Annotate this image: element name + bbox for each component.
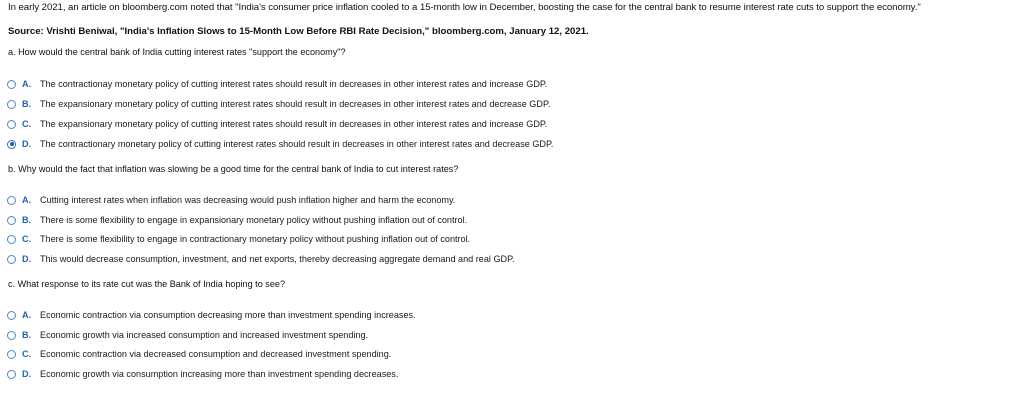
question-b-option-b[interactable]: [7, 213, 467, 227]
option-letter: C.: [22, 234, 32, 244]
option-text: The expansionary monetary policy of cutting interest rates should result in decreases in other interest rates and increase GDP.: [40, 119, 548, 129]
radio-button[interactable]: [7, 100, 16, 109]
option-letter: B.: [22, 99, 32, 109]
option-letter: A.: [22, 310, 32, 320]
option-text: Economic contraction via consumption decreasing more than investment spending increases.: [40, 310, 416, 320]
question-a-label: a. How would the central bank of India cutting interest rates "support the economy"?: [8, 47, 346, 57]
radio-button[interactable]: [7, 350, 16, 359]
radio-button[interactable]: [7, 120, 16, 129]
radio-button-selected[interactable]: [7, 140, 16, 149]
option-letter: D.: [22, 369, 32, 379]
option-text: Economic growth via consumption increasing more than investment spending decreases.: [40, 369, 399, 379]
question-a-option-c[interactable]: [7, 117, 547, 131]
question-b-option-d[interactable]: [7, 252, 515, 266]
question-a-option-d[interactable]: [7, 137, 553, 151]
question-c-option-b[interactable]: [7, 328, 368, 342]
radio-button[interactable]: [7, 370, 16, 379]
option-letter: B.: [22, 330, 32, 340]
source-citation: Source: Vrishti Beniwal, "India's Inflation Slows to 15-Month Low Before RBI Rate Decision," bloomberg.com, January 12, 2021.: [8, 26, 589, 37]
radio-button[interactable]: [7, 255, 16, 264]
question-a-option-a[interactable]: [7, 77, 547, 91]
option-text: There is some flexibility to engage in expansionary monetary policy without pushing inflation out of control.: [40, 215, 468, 225]
option-text: The contractionay monetary policy of cutting interest rates should result in decreases in other interest rates and increase GDP.: [40, 79, 548, 89]
question-b-label: b. Why would the fact that inflation was slowing be a good time for the central bank of India to cut interest rates?: [8, 164, 459, 174]
option-text: This would decrease consumption, investment, and net exports, thereby decreasing aggregate demand and real GDP.: [40, 254, 515, 264]
option-text: Cutting interest rates when inflation was decreasing would push inflation higher and harm the economy.: [40, 195, 456, 205]
radio-button[interactable]: [7, 196, 16, 205]
option-text: The expansionary monetary policy of cutting interest rates should result in decreases in other interest rates and decrease GDP.: [40, 99, 551, 109]
option-letter: C.: [22, 119, 32, 129]
radio-button[interactable]: [7, 216, 16, 225]
option-text: The contractionary monetary policy of cutting interest rates should result in decreases in other interest rates and decrease GDP.: [40, 139, 554, 149]
radio-button[interactable]: [7, 80, 16, 89]
option-letter: A.: [22, 79, 32, 89]
question-a-option-b[interactable]: [7, 97, 550, 111]
option-letter: D.: [22, 254, 32, 264]
question-b-option-a[interactable]: [7, 193, 455, 207]
option-text: Economic growth via increased consumption and increased investment spending.: [40, 330, 369, 340]
radio-button[interactable]: [7, 311, 16, 320]
question-b-option-c[interactable]: [7, 232, 470, 246]
option-letter: B.: [22, 215, 32, 225]
question-c-label: c. What response to its rate cut was the Bank of India hoping to see?: [8, 279, 286, 289]
option-text: Economic contraction via decreased consumption and decreased investment spending.: [40, 349, 392, 359]
question-c-option-a[interactable]: [7, 308, 416, 322]
question-c-option-c[interactable]: [7, 347, 391, 361]
radio-button[interactable]: [7, 331, 16, 340]
radio-button[interactable]: [7, 235, 16, 244]
option-letter: D.: [22, 139, 32, 149]
intro-text: In early 2021, an article on bloomberg.com noted that "India's consumer price inflation cooled to a 15-month low in December, boosting the case for the central bank to resume interest rate cuts to support the economy.": [8, 2, 921, 13]
option-letter: A.: [22, 195, 32, 205]
option-text: There is some flexibility to engage in contractionary monetary policy without pushing inflation out of control.: [40, 234, 471, 244]
option-letter: C.: [22, 349, 32, 359]
question-c-option-d[interactable]: [7, 367, 398, 381]
